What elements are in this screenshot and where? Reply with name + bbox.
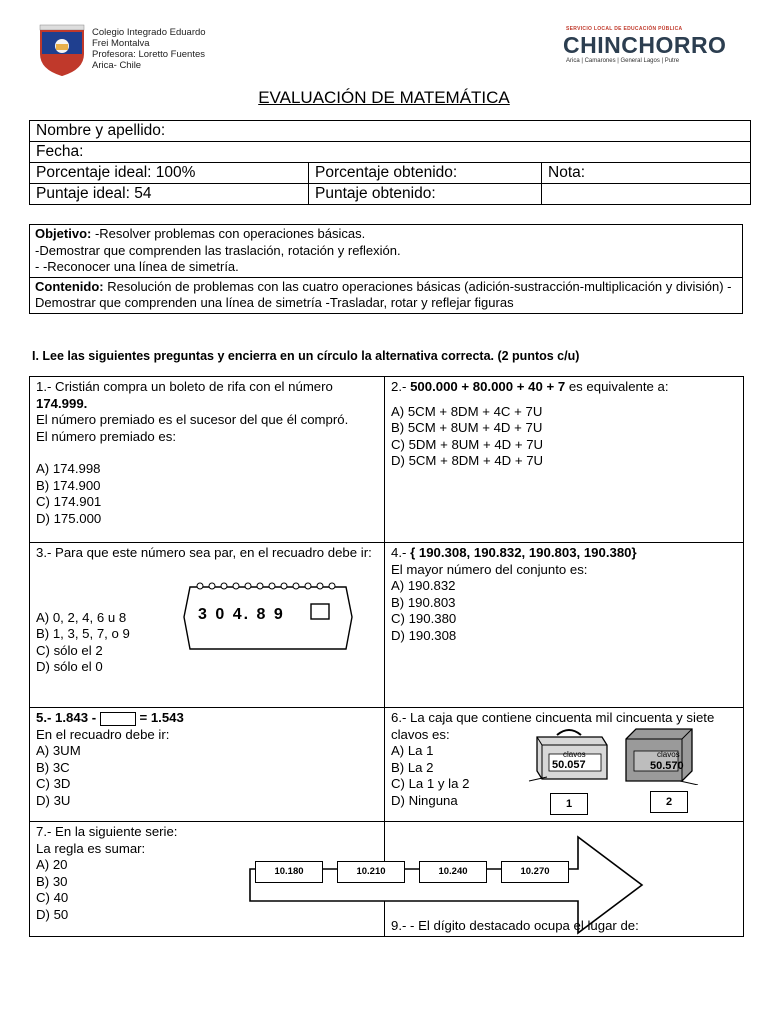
school-shield-logo xyxy=(36,24,88,76)
obtained-percentage-field[interactable]: Porcentaje obtenido: xyxy=(309,163,542,184)
q4-option-c[interactable]: C) 190.380 xyxy=(391,611,457,626)
q5-option-d[interactable]: D) 3U xyxy=(36,792,71,808)
q7-option-c[interactable]: C) 40 xyxy=(36,890,69,905)
agency-subtitle: Arica | Camarones | General Lagos | Putre xyxy=(566,58,680,64)
school-line-1: Colegio Integrado Eduardo xyxy=(92,27,206,38)
q4-option-a[interactable]: A) 190.832 xyxy=(391,578,456,593)
empty-cell xyxy=(542,184,751,205)
date-field[interactable]: Fecha: xyxy=(30,142,751,163)
q1-option-a[interactable]: A) 174.998 xyxy=(36,461,101,476)
answer-box xyxy=(100,712,136,726)
q7-option-a[interactable]: A) 20 xyxy=(36,857,68,872)
q7-option-b[interactable]: B) 30 xyxy=(36,873,68,889)
q2-option-d[interactable]: D) 5CM + 8DM + 4D + 7U xyxy=(391,453,544,468)
series-value-4: 10.270 xyxy=(501,861,569,883)
question-1: 1.- Cristián compra un boleto de rifa con el número 174.999. El número premiado es el sucesor del que él compró. El número premiado es: A) 174.998 B) 174.900 C) 174.901 D) 175.000 xyxy=(30,377,384,529)
q5-option-c[interactable]: C) 3D xyxy=(36,776,71,791)
q1-option-d[interactable]: D) 175.000 xyxy=(36,510,102,526)
box2-number: 2 xyxy=(650,791,688,813)
q3-option-b[interactable]: B) 1, 3, 5, 7, o 9 xyxy=(36,626,130,641)
name-field[interactable]: Nombre y apellido: xyxy=(30,121,751,142)
objective-box xyxy=(29,224,743,314)
q7-option-d[interactable]: D) 50 xyxy=(36,906,69,922)
objective-line-2: -Demostrar que comprenden las traslación, rotación y reflexión. xyxy=(35,242,401,258)
q3-option-c[interactable]: C) sólo el 2 xyxy=(36,642,103,658)
agency-top-text: SERVICIO LOCAL DE EDUCACIÓN PÚBLICA xyxy=(566,26,683,32)
q3-option-a[interactable]: A) 0, 2, 4, 6 u 8 xyxy=(36,609,127,625)
question-4: 4.- { 190.308, 190.832, 190.803, 190.380} El mayor número del conjunto es: A) 190.832 B) 190.803 C) 190.380 D) 190.308 xyxy=(385,543,743,646)
page-title: EVALUACIÓN DE MATEMÁTICA xyxy=(258,88,510,107)
objective-line-1: -Resolver problemas con operaciones básicas. xyxy=(91,226,366,241)
student-info-table xyxy=(29,120,751,205)
ideal-score: Puntaje ideal: 54 xyxy=(30,184,309,205)
school-line-3: Profesora: Loretto Fuentes xyxy=(92,49,206,60)
questions-grid xyxy=(29,376,744,937)
question-3: 3.- Para que este número sea par, en el recuadro debe ir: A) 0, 2, 4, 6 u 8 B) 1, 3, 5, 7, o 9 C) sólo el 2 D) sólo el 0 xyxy=(30,543,384,678)
q6-option-d[interactable]: D) Ninguna xyxy=(391,792,458,808)
school-line-2: Frei Montalva xyxy=(92,38,150,49)
question-2: 2.- 500.000 + 80.000 + 40 + 7 es equivalente a: A) 5CM + 8DM + 4C + 7U B) 5CM + 8UM + 4D + 7U C) 5DM + 8UM + 4D + 7U D) 5CM + 8DM + 4D + 7U xyxy=(385,377,743,472)
q2-option-a[interactable]: A) 5CM + 8DM + 4C + 7U xyxy=(391,403,543,419)
q1-option-b[interactable]: B) 174.900 xyxy=(36,477,101,493)
question-5: 5.- 1.843 - = 1.543 En el recuadro debe ir: A) 3UM B) 3C C) 3D D) 3U xyxy=(30,708,384,811)
q2-option-c[interactable]: C) 5DM + 8UM + 4D + 7U xyxy=(391,436,544,452)
q4-option-b[interactable]: B) 190.803 xyxy=(391,594,456,610)
series-value-2: 10.210 xyxy=(337,861,405,883)
content-label: Contenido: xyxy=(35,278,104,294)
q4-option-d[interactable]: D) 190.308 xyxy=(391,627,457,643)
series-value-1: 10.180 xyxy=(255,861,323,883)
question-9: 9.- - El dígito destacado ocupa el lugar de: xyxy=(391,918,639,933)
question-7: 7.- En la siguiente serie: La regla es sumar: A) 20 B) 30 C) 40 D) 50 xyxy=(30,822,384,925)
content-section xyxy=(30,278,742,313)
q5-option-b[interactable]: B) 3C xyxy=(36,759,70,775)
q5-option-a[interactable]: A) 3UM xyxy=(36,743,81,758)
series-value-3: 10.240 xyxy=(419,861,487,883)
obtained-score-field[interactable]: Puntaje obtenido: xyxy=(309,184,542,205)
content-text: Resolución de problemas con las cuatro operaciones básicas (adición-sustracción-multiplicación y división) - Demostrar que comprenden una línea de simetría -Trasladar, rotar y reflejar figuras xyxy=(35,278,732,310)
agency-name: CHINCHORRO xyxy=(563,32,727,58)
q1-option-c[interactable]: C) 174.901 xyxy=(36,494,102,509)
box1-label: clavos xyxy=(563,750,586,759)
school-line-4: Arica- Chile xyxy=(92,60,142,71)
instruction-text: I. Lee las siguientes preguntas y encierra en un círculo la alternativa correcta. (2 puntos c/u) xyxy=(32,349,580,363)
ideal-percentage: Porcentaje ideal: 100% xyxy=(30,163,309,184)
grade-field[interactable]: Nota: xyxy=(542,163,751,184)
box2-value: 50.570 xyxy=(650,760,684,772)
objective-label: Objetivo: xyxy=(35,226,92,241)
calendar-number: 3 0 4. 8 9 xyxy=(198,606,285,623)
box2-label: clavos xyxy=(657,750,680,759)
box1-number: 1 xyxy=(550,793,588,815)
objective-section xyxy=(30,225,742,278)
q6-option-a[interactable]: A) La 1 xyxy=(391,743,434,758)
agency-logo xyxy=(563,26,748,64)
school-info xyxy=(92,27,206,71)
q6-option-b[interactable]: B) La 2 xyxy=(391,759,434,775)
box1-value: 50.057 xyxy=(552,759,586,771)
q2-option-b[interactable]: B) 5CM + 8UM + 4D + 7U xyxy=(391,420,543,435)
q3-option-d[interactable]: D) sólo el 0 xyxy=(36,659,103,674)
q6-option-c[interactable]: C) La 1 y la 2 xyxy=(391,776,470,791)
question-6: 6.- La caja que contiene cincuenta mil cincuenta y siete clavos es: A) La 1 B) La 2 C) La 1 y la 2 D) Ninguna xyxy=(385,708,743,811)
objective-line-3: - -Reconocer una línea de simetría. xyxy=(35,259,239,274)
